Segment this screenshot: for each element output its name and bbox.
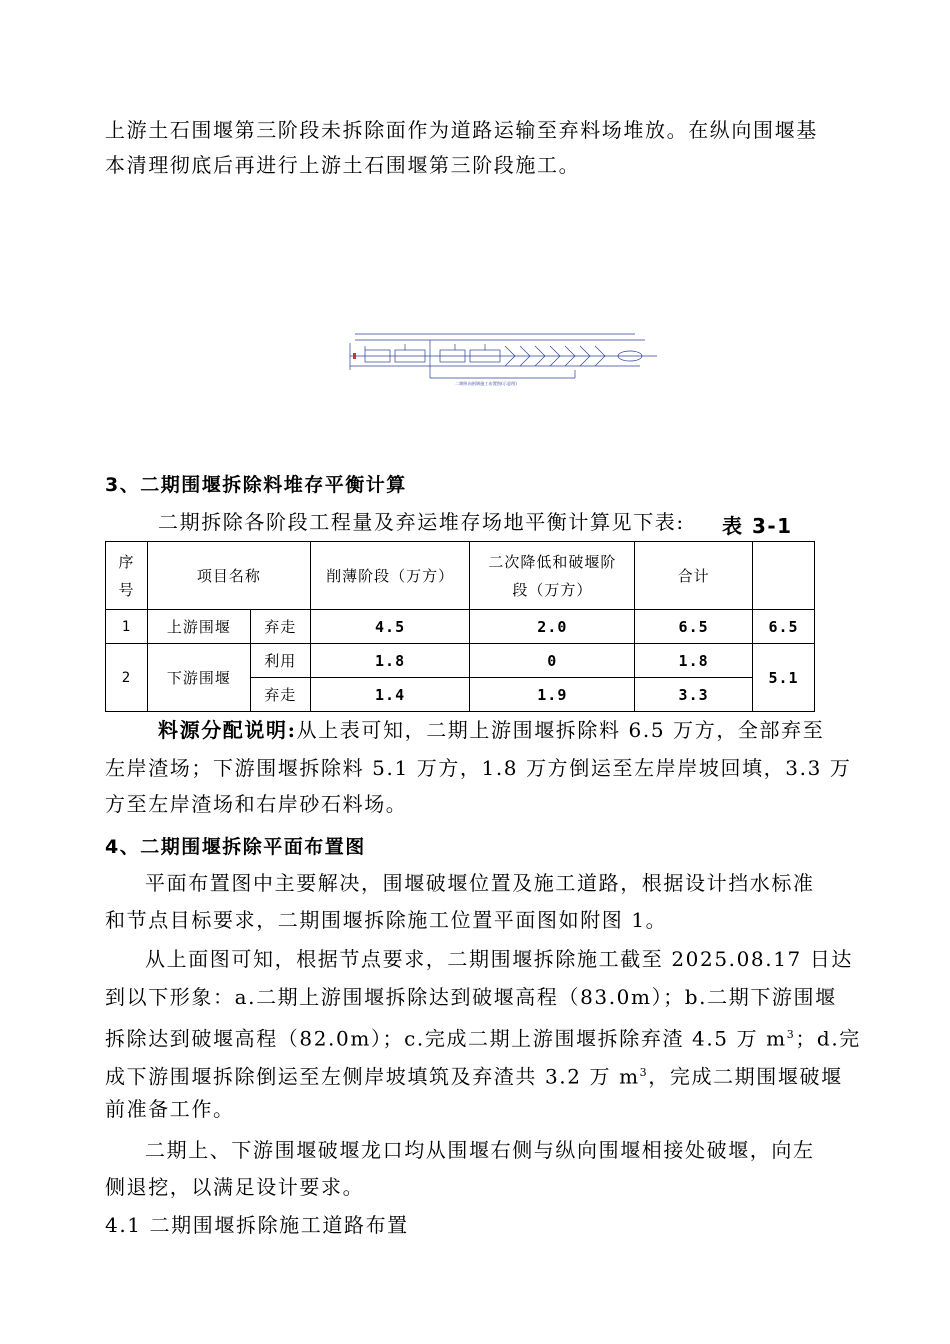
header-seq-line-1: 序 (118, 552, 135, 571)
section-4-p3-line-2: 侧退挖，以满足设计要求。 (105, 1175, 365, 1199)
row-extra: 6.5 (753, 610, 815, 644)
row-phase2: 0 (470, 644, 635, 678)
row-name: 下游围堰 (147, 644, 250, 712)
row-use: 弃走 (250, 678, 310, 712)
intro-line-2: 本清理彻底后再进行上游土石围堰第三阶段施工。 (105, 153, 581, 177)
row-phase1: 1.4 (310, 678, 470, 712)
row-total: 1.8 (635, 644, 753, 678)
row-total: 3.3 (635, 678, 753, 712)
material-note-line-1 (158, 713, 824, 748)
row-use: 利用 (250, 644, 310, 678)
table-header-row (106, 542, 815, 610)
header-phase2-line-2: 段（万方） (512, 580, 593, 599)
section-4-p3-line-1: 二期上、下游围堰破堰龙口均从围堰右侧与纵向围堰相接处破堰，向左 (145, 1138, 815, 1162)
material-note-line-2: 左岸渣场；下游围堰拆除料 5.1 万方，1.8 万方倒运至左岸岸坡回填，3.3 万 (105, 756, 852, 780)
intro-line-1: 上游土石围堰第三阶段未拆除面作为道路运输至弃料场堆放。在纵向围堰基 (105, 118, 818, 142)
header-seq (106, 542, 148, 610)
row-seq: 2 (106, 644, 148, 712)
row-phase1: 4.5 (310, 610, 470, 644)
section-4-p2-line-4 (105, 1055, 843, 1095)
header-extra (753, 542, 815, 610)
p2-line-4-text-a: 成下游围堰拆除倒运至左侧岸坡填筑及弃渣共 3.2 万 m (105, 1064, 640, 1089)
superscript-3: 3 (639, 1066, 649, 1079)
material-note-label: 料源分配说明: (158, 718, 297, 742)
figure-caption: 二期纵向围堰施工布置图(示意图) (455, 381, 517, 386)
section-3-heading: 3、二期围堰拆除料堆存平衡计算 (105, 474, 407, 496)
section-4-p1-line-1: 平面布置图中主要解决，围堰破堰位置及施工道路，根据设计挡水标准 (145, 871, 815, 895)
section-4-p2-line-1: 从上面图可知，根据节点要求，二期围堰拆除施工截至 2025.08.17 日达 (145, 947, 854, 971)
header-phase2-line-1: 二次降低和破堰阶 (488, 552, 617, 571)
material-note-line-3: 方至左岸渣场和右岸砂石料场。 (105, 792, 408, 816)
header-seq-line-2: 号 (118, 580, 135, 599)
p2-line-4-text-b: ，完成二期围堰破堰 (648, 1064, 843, 1089)
row-phase2: 1.9 (470, 678, 635, 712)
table-row (106, 610, 815, 644)
section-4-p2-line-2: 到以下形象：a.二期上游围堰拆除达到破堰高程（83.0m）；b.二期下游围堰 (105, 985, 837, 1009)
section-4-p1-line-2: 和节点目标要求，二期围堰拆除施工位置平面图如附图 1。 (105, 908, 668, 932)
p2-line-3-text-a: 拆除达到破堰高程（82.0m）；c.完成二期上游围堰拆除弃渣 4.5 万 m (105, 1026, 787, 1051)
section-4-p2-line-3 (105, 1017, 861, 1057)
balance-table (105, 541, 815, 712)
header-phase1: 削薄阶段（万方） (310, 542, 470, 610)
p2-line-3-text-b: ；d.完 (795, 1026, 861, 1051)
row-seq: 1 (106, 610, 148, 644)
row-phase1: 1.8 (310, 644, 470, 678)
row-name: 上游围堰 (147, 610, 250, 644)
table-intro: 二期拆除各阶段工程量及弃运堆存场地平衡计算见下表: (158, 510, 685, 534)
superscript-3: 3 (786, 1028, 796, 1041)
table-row (106, 644, 815, 678)
header-phase2 (470, 542, 635, 610)
row-extra: 5.1 (753, 644, 815, 712)
material-note-text: 从上表可知，二期上游围堰拆除料 6.5 万方，全部弃至 (296, 718, 825, 742)
row-phase2: 2.0 (470, 610, 635, 644)
header-item: 项目名称 (147, 542, 310, 610)
header-total: 合计 (635, 542, 753, 610)
layout-figure (345, 330, 660, 388)
row-use: 弃走 (250, 610, 310, 644)
section-4-p2-line-5: 前准备工作。 (105, 1097, 235, 1121)
row-total: 6.5 (635, 610, 753, 644)
section-4-heading: 4、二期围堰拆除平面布置图 (105, 836, 366, 858)
table-label: 表 3-1 (722, 514, 793, 538)
section-4-1-heading: 4.1 二期围堰拆除施工道路布置 (105, 1213, 409, 1237)
